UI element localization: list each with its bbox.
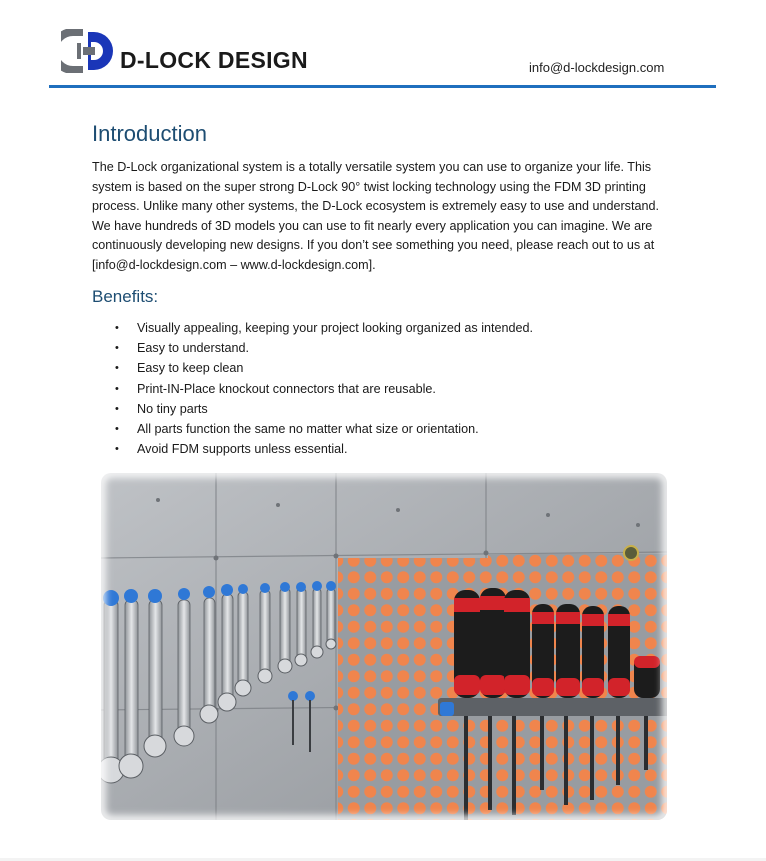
bullet-icon: • <box>115 402 119 415</box>
list-item <box>115 338 533 358</box>
bullet-icon: • <box>115 362 119 375</box>
benefits-list <box>115 318 533 459</box>
bullet-icon: • <box>115 443 119 456</box>
brand-name: D-LOCK DESIGN <box>120 47 308 73</box>
list-item-text: All parts function the same no matter what size or orientation. <box>137 422 479 437</box>
bullet-icon: • <box>115 322 119 334</box>
list-item-text: Easy to understand. <box>137 341 250 356</box>
list-item <box>115 419 533 439</box>
pegboard-tools-photo <box>98 470 670 823</box>
intro-paragraph: The D-Lock organizational system is a totally versatile system you can use to organize your life. This system is based on the super strong D-Lock 90° twist locking technology using the FDM 3D printing process. Unlike many other systems, the D-Lock ecosystem is extremely easy to use and understand. We have hundreds of 3D models you can use to fit nearly every application you can imagine. We are continuously developing new designs. If you don’t see something you need, please reach out to us at [info@d-lockdesign.com – www.d-lockdesign.com]. <box>92 160 659 272</box>
header-email[interactable]: info@d-lockdesign.com <box>529 60 665 75</box>
list-item-text: Visually appealing, keeping your project looking organized as intended. <box>137 321 534 335</box>
d-lock-logo-icon <box>61 29 115 73</box>
intro-heading: Introduction <box>92 121 207 146</box>
list-item <box>115 439 533 459</box>
header-divider <box>49 85 716 88</box>
list-item <box>115 358 533 378</box>
list-item <box>115 379 533 399</box>
benefits-heading: Benefits: <box>92 287 159 306</box>
list-item-text: Print-IN-Place knockout connectors that are reusable. <box>137 381 436 396</box>
list-item-text: Easy to keep clean <box>137 361 244 376</box>
list-item <box>115 399 533 419</box>
bullet-icon: • <box>115 342 119 355</box>
list-item-text: No tiny parts <box>137 401 208 416</box>
list-item-text: Avoid FDM supports unless essential. <box>137 442 348 457</box>
list-item <box>115 318 533 338</box>
bullet-icon: • <box>115 382 119 395</box>
bullet-icon: • <box>115 423 119 436</box>
page-header <box>0 0 766 90</box>
